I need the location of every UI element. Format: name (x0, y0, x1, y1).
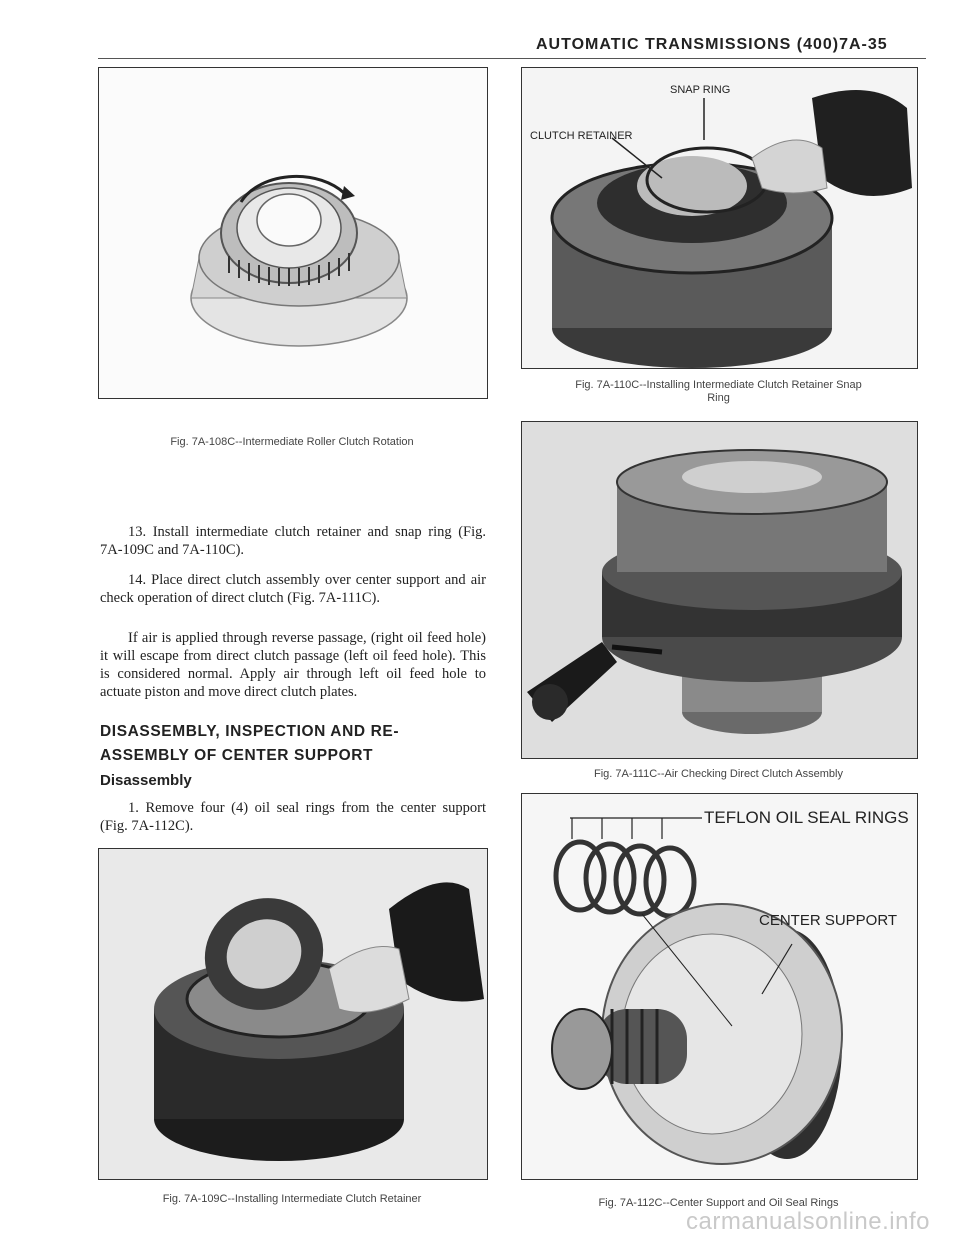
figure-109c-image (98, 848, 488, 1180)
air-check-note: If air is applied through reverse passage, (right oil feed hole) it will escape from direct clutch passage (left oil feed hole). This is considered normal. Apply air through left oil feed hole to actuate piston and move direct clutch plates. (100, 630, 486, 700)
step-1-text: 1. Remove four (4) oil seal rings from the center support (Fig. 7A-112C). (100, 800, 486, 834)
clutch-retainer-label: CLUTCH RETAINER (530, 130, 633, 142)
figure-110c-caption-line-1: Fig. 7A-110C--Installing Intermediate Clutch Retainer Snap (575, 379, 862, 391)
figure-108c-image (98, 67, 488, 399)
figure-112c-caption: Fig. 7A-112C--Center Support and Oil Seal Rings (598, 1197, 839, 1209)
section-heading (100, 720, 486, 768)
snap-ring-label: SNAP RING (670, 84, 731, 96)
header-rule (98, 58, 926, 59)
figure-108c-caption: Fig. 7A-108C--Intermediate Roller Clutch Rotation (170, 436, 414, 448)
figure-109c-caption: Fig. 7A-109C--Installing Intermediate Clutch Retainer (162, 1193, 422, 1205)
figure-110c-image (521, 67, 918, 369)
teflon-rings-label: TEFLON OIL SEAL RINGS (704, 808, 909, 827)
figure-110c-caption (521, 379, 916, 405)
running-header: AUTOMATIC TRANSMISSIONS (400)7A-35 (536, 36, 888, 53)
section-heading-line-1: DISASSEMBLY, INSPECTION AND RE- (100, 723, 400, 740)
section-heading-line-2: ASSEMBLY OF CENTER SUPPORT (100, 747, 374, 764)
watermark: carmanualsonline.info (686, 1208, 930, 1235)
step-13-text: 13. Install intermediate clutch retainer and snap ring (Fig. 7A-109C and 7A-110C). (100, 524, 486, 558)
figure-111c-caption: Fig. 7A-111C--Air Checking Direct Clutch Assembly (593, 768, 843, 780)
step-14-text: 14. Place direct clutch assembly over center support and air check operation of direct clutch (Fig. 7A-111C). (100, 572, 486, 606)
figure-112c-image (521, 793, 918, 1180)
figure-111c-image (521, 421, 918, 759)
disassembly-subheading: Disassembly (100, 772, 192, 789)
center-support-label: CENTER SUPPORT (759, 912, 898, 929)
figure-110c-caption-line-2: Ring (707, 392, 730, 404)
